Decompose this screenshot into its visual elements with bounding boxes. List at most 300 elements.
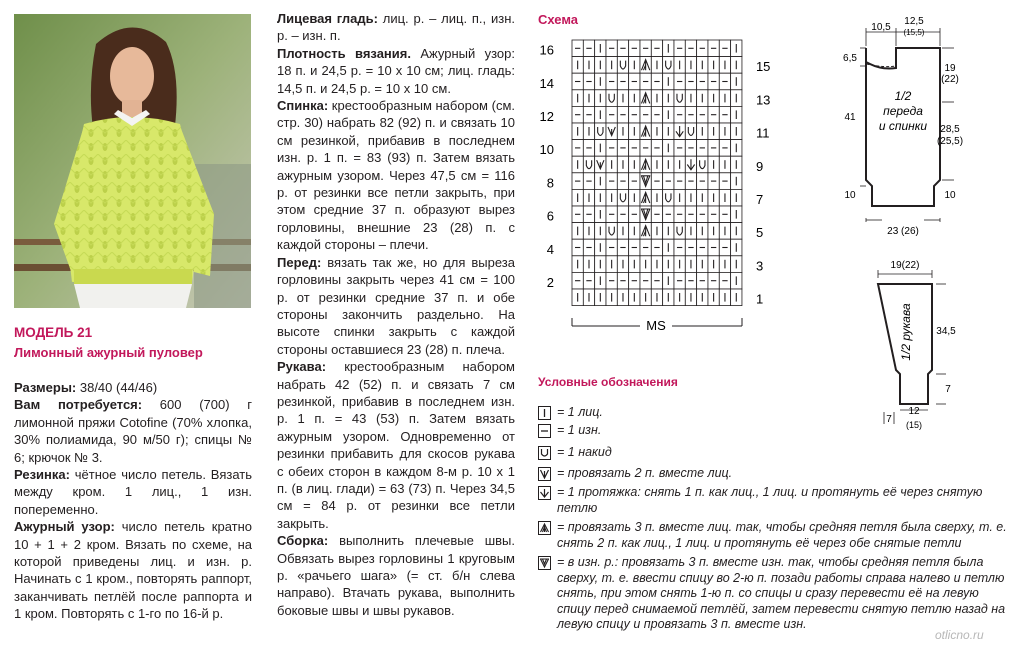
chart-cell xyxy=(697,256,708,273)
chart-cell xyxy=(685,289,696,306)
chart-cell xyxy=(629,73,640,90)
chart-cell xyxy=(572,123,583,140)
chart-cell xyxy=(719,223,730,240)
chart-cell xyxy=(640,156,651,173)
chart-cell xyxy=(719,256,730,273)
chart-cell xyxy=(685,189,696,206)
assembly-paragraph: Сборка: выполнить плечевые швы. Обвязать вырез горловины 1 круговым р. «рачьего шага» (= ст. б/н слева направо). Втачать рукава, выполнить боковые швы и швы рукавов. xyxy=(277,533,515,618)
chart-cell xyxy=(685,106,696,123)
chart-cell xyxy=(572,256,583,273)
chart-cell xyxy=(674,140,685,157)
legend-item: = 1 изн. xyxy=(538,423,1008,445)
chart-cell xyxy=(674,90,685,107)
sleeves-paragraph: Рукава: крестообразным набором набрать 42 (52) п. и связать 7 см резинкой, прибавив в последнем изн. р. 1 п. = 43 (53) п. Затем вязать ажурным узором. Одновременно от резинки прибавить для скосов рукава с обеих сторон в каждом 8-м р. 10 х 1 п. (в лиц. глади) = 63 (73) п. Через 34,5 см = 84 р. от резинки все петли закрыть. xyxy=(277,359,515,531)
chart-cell xyxy=(640,106,651,123)
row-number-left: 6 xyxy=(546,208,554,224)
chart-cell xyxy=(572,189,583,206)
chart-cell xyxy=(697,173,708,190)
chart-cell xyxy=(731,140,742,157)
chart-cell xyxy=(674,189,685,206)
chart-cell xyxy=(663,256,674,273)
row-number-right: 13 xyxy=(755,92,770,108)
chart-cell xyxy=(697,189,708,206)
chart-cell xyxy=(685,140,696,157)
row-number-right: 15 xyxy=(755,59,770,75)
chart-cell xyxy=(595,73,606,90)
chart-cell xyxy=(640,40,651,57)
chart-cell xyxy=(697,289,708,306)
chart-cell xyxy=(640,272,651,289)
chart-cell xyxy=(617,156,628,173)
chart-cell xyxy=(731,256,742,273)
chart-cell xyxy=(595,90,606,107)
dim-bottom: 23 (26) xyxy=(887,226,919,237)
model-subtitle: Лимонный ажурный пуловер xyxy=(14,345,203,360)
chart-cell xyxy=(719,123,730,140)
chart-cell xyxy=(583,272,594,289)
chart-cell xyxy=(663,289,674,306)
chart-cell xyxy=(572,40,583,57)
chart-cell xyxy=(719,90,730,107)
chart-cell xyxy=(651,206,662,223)
chart-cell xyxy=(674,40,685,57)
chart-cell xyxy=(685,40,696,57)
sleeve-rib-right: 7 xyxy=(945,384,951,395)
chart-cell xyxy=(685,73,696,90)
chart-cell xyxy=(640,223,651,240)
chart-cell xyxy=(595,173,606,190)
chart-cell xyxy=(572,156,583,173)
chart-cell xyxy=(629,272,640,289)
chart-cell xyxy=(572,239,583,256)
chart-cell xyxy=(697,106,708,123)
chart-cell xyxy=(663,140,674,157)
chart-cell xyxy=(595,272,606,289)
chart-cell xyxy=(697,156,708,173)
chart-cell xyxy=(606,189,617,206)
chart-cell xyxy=(719,57,730,74)
chart-cell xyxy=(572,57,583,74)
chart-cell xyxy=(674,272,685,289)
chart-cell xyxy=(595,289,606,306)
chart-cell xyxy=(719,173,730,190)
chart-cell xyxy=(595,140,606,157)
chart-cell xyxy=(640,73,651,90)
body-schematic xyxy=(830,10,1020,250)
chart-cell xyxy=(583,90,594,107)
chart-cell xyxy=(674,256,685,273)
row-number-right: 3 xyxy=(755,258,764,274)
front-paragraph: Перед: вязать так же, но для выреза горловины закрыть через 41 см = 100 р. от резинки средние 37 п. и обе стороны закончить раздельно. На высоте спинки закрыть с каждой стороны оставшиеся 23 (28) п. плеча. xyxy=(277,254,515,357)
chart-cell xyxy=(617,90,628,107)
chart-cell xyxy=(606,40,617,57)
chart-cell xyxy=(719,239,730,256)
chart-grid xyxy=(572,40,742,306)
chart-cell xyxy=(651,73,662,90)
chart-cell xyxy=(629,40,640,57)
chart-cell xyxy=(606,57,617,74)
legend-item: = 1 накид xyxy=(538,445,1008,466)
chart-cell xyxy=(697,73,708,90)
chart-cell xyxy=(572,289,583,306)
chart-cell xyxy=(731,189,742,206)
dim-rib-left: 10 xyxy=(844,190,856,201)
row-number-left: 14 xyxy=(539,75,554,91)
chart-cell xyxy=(663,123,674,140)
chart-cell xyxy=(583,140,594,157)
chart-cell xyxy=(595,256,606,273)
chart-cell xyxy=(731,57,742,74)
chart-cell xyxy=(651,239,662,256)
chart-cell xyxy=(595,223,606,240)
chart-cell xyxy=(629,223,640,240)
sleeve-schematic xyxy=(860,252,1010,437)
chart-cell xyxy=(629,206,640,223)
row-number-left: 4 xyxy=(546,241,554,257)
chart-cell xyxy=(674,173,685,190)
chart-cell xyxy=(629,106,640,123)
chart-cell xyxy=(708,289,719,306)
chart-cell xyxy=(674,57,685,74)
chart-right-row-numbers xyxy=(756,59,770,306)
row-number-left: 10 xyxy=(539,142,554,158)
chart-cell xyxy=(617,73,628,90)
chart-cell xyxy=(595,156,606,173)
chart-cell xyxy=(651,123,662,140)
chart-cell xyxy=(572,106,583,123)
chart-cell xyxy=(697,40,708,57)
dim-rib-right: 10 xyxy=(944,190,956,201)
chart-cell xyxy=(617,289,628,306)
chart-cell xyxy=(674,156,685,173)
chart-cell xyxy=(617,189,628,206)
chart-cell xyxy=(685,57,696,74)
chart-cell xyxy=(708,206,719,223)
chart-cell xyxy=(629,189,640,206)
chart-cell xyxy=(685,90,696,107)
chart-cell xyxy=(708,90,719,107)
chart-cell xyxy=(572,140,583,157)
chart-cell xyxy=(663,173,674,190)
chart-cell xyxy=(583,123,594,140)
chart-cell xyxy=(719,106,730,123)
chart-cell xyxy=(583,106,594,123)
chart-cell xyxy=(731,106,742,123)
instructions-column-1 xyxy=(14,379,252,623)
chart-cell xyxy=(583,156,594,173)
knit-symbol-icon xyxy=(538,406,551,420)
chart-cell xyxy=(617,40,628,57)
ms-label: MS xyxy=(646,318,666,333)
chart-cell xyxy=(663,206,674,223)
legend-item: = провязать 3 п. вместе лиц. так, чтобы средняя петля была сверху, т. е. снять 2 п. как лиц., 1 лиц. и протянуть её через обе снятые петли xyxy=(538,520,1008,555)
chart-cell xyxy=(629,173,640,190)
chart-cell xyxy=(697,123,708,140)
chart-cell xyxy=(708,173,719,190)
chart-cell xyxy=(595,189,606,206)
chart-cell xyxy=(685,123,696,140)
materials-paragraph: Вам потребуется: 600 (700) г лимонной пряжи Cotofine (70% хлопка, 30% полиамида, 90 м/50 г); спицы № 6; крючок № 3. xyxy=(14,397,252,465)
p3tog-symbol-icon xyxy=(538,556,551,570)
stockinette-paragraph: Лицевая гладь: лиц. р. – лиц. п., изн. р. – изн. п. xyxy=(277,11,515,44)
row-number-left: 12 xyxy=(539,109,554,124)
chart-cell xyxy=(663,90,674,107)
chart-cell xyxy=(640,123,651,140)
yarn-over-symbol-icon xyxy=(538,446,551,460)
chart-cell xyxy=(708,223,719,240)
body-label-3: и спинки xyxy=(878,119,928,133)
chart-ms-bracket xyxy=(572,318,742,333)
chart-cell xyxy=(731,239,742,256)
chart-cell xyxy=(617,106,628,123)
sleeve-top: 19(22) xyxy=(890,260,920,271)
chart-cell xyxy=(731,40,742,57)
chart-cell xyxy=(606,272,617,289)
chart-cell xyxy=(572,223,583,240)
chart-cell xyxy=(708,239,719,256)
chart-cell xyxy=(663,40,674,57)
chart-cell xyxy=(572,272,583,289)
chart-cell xyxy=(651,256,662,273)
chart-cell xyxy=(606,223,617,240)
chart-cell xyxy=(663,272,674,289)
sizes-paragraph: Размеры: 38/40 (44/46) xyxy=(14,380,158,395)
chart-cell xyxy=(617,123,628,140)
chart-cell xyxy=(697,90,708,107)
chart-cell xyxy=(719,189,730,206)
chart-cell xyxy=(708,272,719,289)
chart-cell xyxy=(708,140,719,157)
sleeve-bottom: 12 xyxy=(908,406,920,417)
chart-cell xyxy=(651,106,662,123)
chart-cell xyxy=(583,289,594,306)
chart-cell xyxy=(583,223,594,240)
legend-item: = провязать 2 п. вместе лиц. xyxy=(538,466,1008,485)
chart-cell xyxy=(685,223,696,240)
chart-cell xyxy=(663,223,674,240)
lace-paragraph: Ажурный узор: число петель кратно 10 + 1 + 2 кром. Вязать по схеме, на которой приведены лиц. и изн. р. Начинать с 1 кром., повторять раппорт, заканчивать петлёй после раппорта и 1 кром. Повторять с 1-го по 16-й р. xyxy=(14,519,252,622)
chart-cell xyxy=(572,173,583,190)
chart-cell xyxy=(651,272,662,289)
row-number-right: 11 xyxy=(755,125,770,141)
chart-cell xyxy=(719,156,730,173)
chart-cell xyxy=(708,73,719,90)
chart-cell xyxy=(617,57,628,74)
sleeve-length: 34,5 xyxy=(936,326,956,337)
chart-cell xyxy=(629,140,640,157)
chart-cell xyxy=(719,40,730,57)
gauge-paragraph: Плотность вязания. Ажурный узор: 18 п. и 24,5 р. = 10 х 10 см; лиц. гладь: 14,5 п. и 24,5 р. = 10 х 10 см. xyxy=(277,45,515,96)
k2tog-symbol-icon xyxy=(538,467,551,481)
legend-list xyxy=(538,405,1008,631)
model-title: МОДЕЛЬ 21 xyxy=(14,325,93,340)
chart-cell xyxy=(674,123,685,140)
chart-cell xyxy=(708,57,719,74)
chart-cell xyxy=(640,140,651,157)
chart-cell xyxy=(651,289,662,306)
chart-cell xyxy=(595,239,606,256)
chart-cell xyxy=(674,106,685,123)
ssk-symbol-icon xyxy=(538,486,551,500)
chart-cell xyxy=(606,173,617,190)
chart-cell xyxy=(708,189,719,206)
chart-cell xyxy=(651,156,662,173)
knitting-chart xyxy=(530,36,770,336)
chart-cell xyxy=(674,239,685,256)
chart-cell xyxy=(651,40,662,57)
row-number-left: 2 xyxy=(546,275,554,290)
chart-cell xyxy=(640,189,651,206)
row-number-right: 9 xyxy=(755,158,764,174)
chart-cell xyxy=(640,173,651,190)
chart-cell xyxy=(697,140,708,157)
chart-cell xyxy=(617,206,628,223)
chart-cell xyxy=(583,73,594,90)
chart-cell xyxy=(651,90,662,107)
sleeve-label: 1/2 рукава xyxy=(899,303,913,361)
chart-cell xyxy=(674,289,685,306)
chart-cell xyxy=(629,256,640,273)
chart-cell xyxy=(629,156,640,173)
chart-cell xyxy=(640,206,651,223)
chart-cell xyxy=(674,223,685,240)
chart-cell xyxy=(606,206,617,223)
chart-cell xyxy=(674,73,685,90)
chart-cell xyxy=(606,106,617,123)
chart-cell xyxy=(663,73,674,90)
chart-cell xyxy=(651,57,662,74)
row-number-right: 5 xyxy=(755,225,764,241)
chart-cell xyxy=(617,256,628,273)
chart-cell xyxy=(617,239,628,256)
dim-neck-drop: 6,5 xyxy=(843,53,857,64)
chart-cell xyxy=(583,40,594,57)
chart-cell xyxy=(685,239,696,256)
chart-cell xyxy=(731,156,742,173)
chart-cell xyxy=(606,256,617,273)
chart-cell xyxy=(617,140,628,157)
chart-cell xyxy=(651,223,662,240)
chart-cell xyxy=(697,206,708,223)
chart-cell xyxy=(640,289,651,306)
chart-cell xyxy=(708,123,719,140)
body-label-2: переда xyxy=(883,104,923,118)
chart-cell xyxy=(572,90,583,107)
row-number-right: 7 xyxy=(755,192,764,207)
chart-cell xyxy=(719,272,730,289)
chart-cell xyxy=(685,272,696,289)
chart-cell xyxy=(640,239,651,256)
chart-cell xyxy=(595,40,606,57)
chart-cell xyxy=(606,289,617,306)
chart-cell xyxy=(583,206,594,223)
model-photo xyxy=(14,14,251,308)
chart-cell xyxy=(685,156,696,173)
purl-symbol-icon xyxy=(538,424,551,438)
chart-cell xyxy=(708,256,719,273)
chart-cell xyxy=(651,140,662,157)
legend-item: = 1 лиц. xyxy=(538,405,1008,423)
chart-cell xyxy=(606,90,617,107)
chart-cell xyxy=(651,189,662,206)
chart-cell xyxy=(731,289,742,306)
chart-cell xyxy=(640,90,651,107)
chart-cell xyxy=(595,57,606,74)
chart-cell xyxy=(708,156,719,173)
chart-left-row-numbers xyxy=(540,43,554,290)
chart-cell xyxy=(719,140,730,157)
chart-cell xyxy=(595,206,606,223)
chart-cell xyxy=(583,189,594,206)
chart-cell xyxy=(719,206,730,223)
sleeve-rib-left: 7 xyxy=(886,414,892,425)
chart-cell xyxy=(640,256,651,273)
chart-cell xyxy=(708,106,719,123)
body-label-1: 1/2 xyxy=(894,89,912,103)
chart-cell xyxy=(606,73,617,90)
row-number-left: 8 xyxy=(546,175,554,191)
dim-top-b: 12,5 xyxy=(904,16,924,27)
dim-right-mid: 28,5 xyxy=(940,124,960,135)
chart-cell xyxy=(663,156,674,173)
chart-cell xyxy=(697,223,708,240)
chart-cell xyxy=(685,206,696,223)
chart-cell xyxy=(629,239,640,256)
chart-cell xyxy=(697,272,708,289)
dim-right-mid2: (25,5) xyxy=(936,136,964,147)
chart-cell xyxy=(731,173,742,190)
chart-cell xyxy=(629,57,640,74)
chart-cell xyxy=(617,272,628,289)
chart-cell xyxy=(731,223,742,240)
chart-cell xyxy=(583,239,594,256)
dim-top-a: 10,5 xyxy=(871,22,891,33)
chart-cell xyxy=(572,206,583,223)
cdd-symbol-icon xyxy=(538,521,551,535)
chart-heading: Схема xyxy=(538,12,579,27)
chart-cell xyxy=(685,256,696,273)
chart-cell xyxy=(595,106,606,123)
chart-cell xyxy=(606,140,617,157)
chart-cell xyxy=(663,106,674,123)
chart-cell xyxy=(697,239,708,256)
row-number-right: 1 xyxy=(755,291,764,307)
chart-cell xyxy=(583,57,594,74)
back-paragraph: Спинка: крестообразным набором (см. стр. 30) набрать 82 (92) п. и связать 10 см резинкой, прибавив в последнем изн. р. 1 п. = 83 (93) п. Затем вязать ажурным узором. Через 47,5 см = 116 р. от резинки все петли закрыть, при этом средние 37 п. образуют вырез горловины, внешние 23 (28) п. с каждой стороны – плечи. xyxy=(277,98,515,253)
rib-paragraph: Резинка: чётное число петель. Вязать между кром. 1 лиц., 1 изн. попеременно. xyxy=(14,467,252,517)
chart-cell xyxy=(663,189,674,206)
chart-cell xyxy=(663,57,674,74)
chart-cell xyxy=(674,206,685,223)
chart-cell xyxy=(606,123,617,140)
watermark: otlicno.ru xyxy=(935,628,984,642)
chart-cell xyxy=(572,73,583,90)
chart-cell xyxy=(583,173,594,190)
row-number-left: 16 xyxy=(539,42,554,58)
chart-cell xyxy=(663,239,674,256)
chart-cell xyxy=(617,173,628,190)
chart-cell xyxy=(731,206,742,223)
chart-cell xyxy=(595,123,606,140)
chart-cell xyxy=(685,173,696,190)
chart-cell xyxy=(606,156,617,173)
chart-cell xyxy=(731,123,742,140)
sleeve-bottom2: (15) xyxy=(905,420,923,430)
chart-cell xyxy=(651,173,662,190)
chart-cell xyxy=(708,40,719,57)
legend-item: = в изн. р.: провязать 3 п. вместе изн. так, чтобы средняя петля была сверху, т. е. ввести спицу во 2-ю п. позади работы справа налево и петлю снять, при этом снять 1-ю п. со спицы и сразу перевести её на левую спицу перед снимаемой петлёй, затем перевести снятую петлю назад на левую спицу и провязать 3 п. вместе изн. xyxy=(538,555,1008,619)
chart-cell xyxy=(617,223,628,240)
